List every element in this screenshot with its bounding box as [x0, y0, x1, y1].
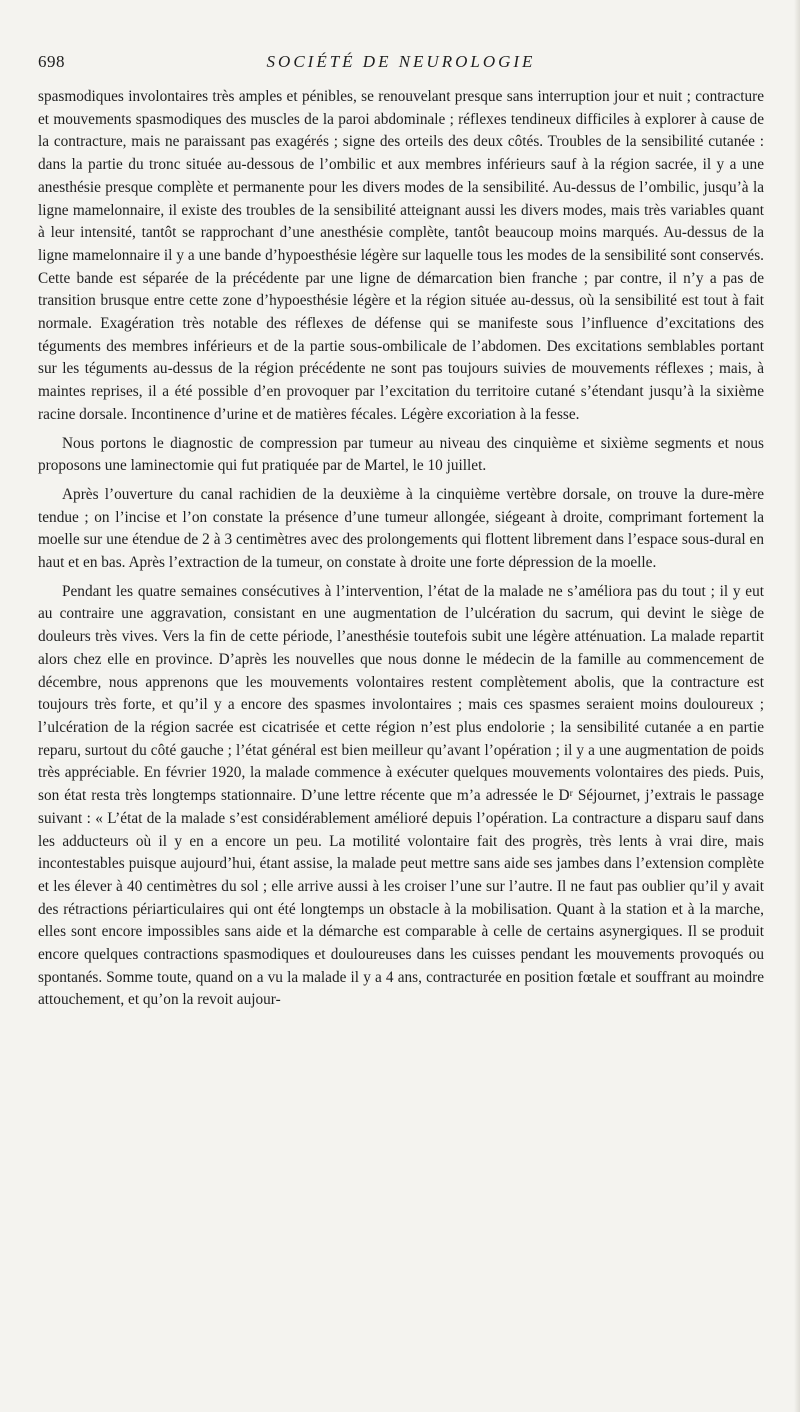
article-body — [38, 86, 764, 1012]
page-header — [38, 52, 764, 86]
paragraph-clinical-findings: spasmodiques involontaires très amples et pénibles, se renouvelant presque sans interruption jour et nuit ; contracture et mouvements spasmodiques des muscles de la paroi abdominale ; réflexes tendineux difficiles à explorer à cause de la contracture, mais ne paraissant pas exagérés ; signe des orteils des deux côtés. Troubles de la sensibilité cutanée : dans la partie du tronc située au-dessous de l’ombilic et aux membres inférieurs sauf à la région sacrée, il y a une anesthésie presque complète et permanente pour les divers modes de la sensibilité. Au-dessus de l’ombilic, jusqu’à la ligne mamelonnaire, il existe des troubles de la sensibilité atteignant aussi les divers modes, mais très variables quant à leur intensité, tantôt se rapprochant d’une anesthésie complète, tantôt beaucoup moins marqués. Au-dessus de la ligne mamelonnaire il y a une bande d’hypoesthésie légère sur laquelle tous les modes de la sensibilité sont conservés. Cette bande est séparée de la précédente par une ligne de démarcation bien franche ; par contre, il n’y a pas de transition brusque entre cette zone d’hypoesthésie légère et la région située au-dessus, où la sensibilité est tout à fait normale. Exagération très notable des réflexes de défense qui se manifeste sous l’influence d’excitations des téguments des membres inférieurs et de la partie sous-ombilicale de l’abdomen. Des excitations semblables portant sur les téguments au-dessus de la région précédente ne sont pas toujours suivies de mouvements réflexes ; mais, à maintes reprises, il a été possible d’en provoquer par l’excitation du territoire cutané s’étendant jusqu’à la sixième racine dorsale. Incontinence d’urine et de matières fécales. Légère excoriation à la fesse. — [38, 88, 764, 423]
page-number: 698 — [38, 52, 65, 71]
paragraph-follow-up: Pendant les quatre semaines consécutives à l’intervention, l’état de la malade ne s’améliora pas du tout ; il y eut au contraire une aggravation, consistant en une augmentation de l’ulcération du sacrum, qui devint le siège de douleurs très vives. Vers la fin de cette période, l’anesthésie toutefois subit une légère atténuation. La malade repartit alors chez elle en province. D’après les nouvelles que nous donne le médecin de la famille au commencement de décembre, nous apprenons que les mouvements volontaires restent complètement abolis, que la contracture est toujours très forte, et qu’il y a encore des spasmes involontaires ; mais ces spasmes seraient moins douloureux ; l’ulcération de la région sacrée est cicatrisée et cette région n’est plus endolorie ; la sensibilité cutanée a en partie reparu, surtout du côté gauche ; l’état général est bien meilleur qu’avant l’opération ; il y a une augmentation de poids très appréciable. En février 1920, la malade commence à exécuter quelques mouvements volontaires des pieds. Puis, son état resta très longtemps stationnaire. D’une lettre récente que m’a adressée le Dʳ Séjournet, j’extrais le passage suivant : « L’état de la malade s’est considérablement amélioré depuis l’opération. La contracture a disparu sauf dans les adducteurs où il y en a encore un peu. La motilité volontaire fait des progrès, très lents à vrai dire, mais incontestables puisque aujourd’hui, étant assise, la malade peut mettre sans aide ses jambes dans l’extension complète et les élever à 40 centimètres du sol ; elle arrive aussi à les croiser l’une sur l’autre. Il ne faut pas oublier qu’il y avait des rétractions périarticulaires qui ont été longtemps un obstacle à la mobilisation. Quant à la station et à la marche, elles sont encore impossibles sans aide et la démarche est comparable à celle de certains asynergiques. Il se produit encore quelques contractions spasmodiques et douloureuses dans les cuisses pendant les mouvements provoqués ou spontanés. Somme toute, quand on a vu la malade il y a 4 ans, contracturée en position fœtale et souffrant au moindre attouchement, et qu’on la revoit aujour- — [38, 582, 764, 1009]
paragraph-surgery: Après l’ouverture du canal rachidien de la deuxième à la cinquième vertèbre dorsale, on trouve la dure-mère tendue ; on l’incise et l’on constate la présence d’une tumeur allongée, siégeant à droite, comprimant fortement la moelle sur une étendue de 2 à 3 centimètres avec des prolongements qui flottent librement dans l’espace sous-dural en haut et en bas. Après l’extraction de la tumeur, on constate à droite une forte dépression de la moelle. — [38, 485, 764, 572]
paragraph-diagnosis: Nous portons le diagnostic de compression par tumeur au niveau des cinquième et sixième segments et nous proposons une laminectomie qui fut pratiquée par de Martel, le 10 juillet. — [38, 434, 764, 475]
running-title: SOCIÉTÉ DE NEUROLOGIE — [266, 52, 536, 71]
page-edge-shadow — [794, 0, 800, 1412]
